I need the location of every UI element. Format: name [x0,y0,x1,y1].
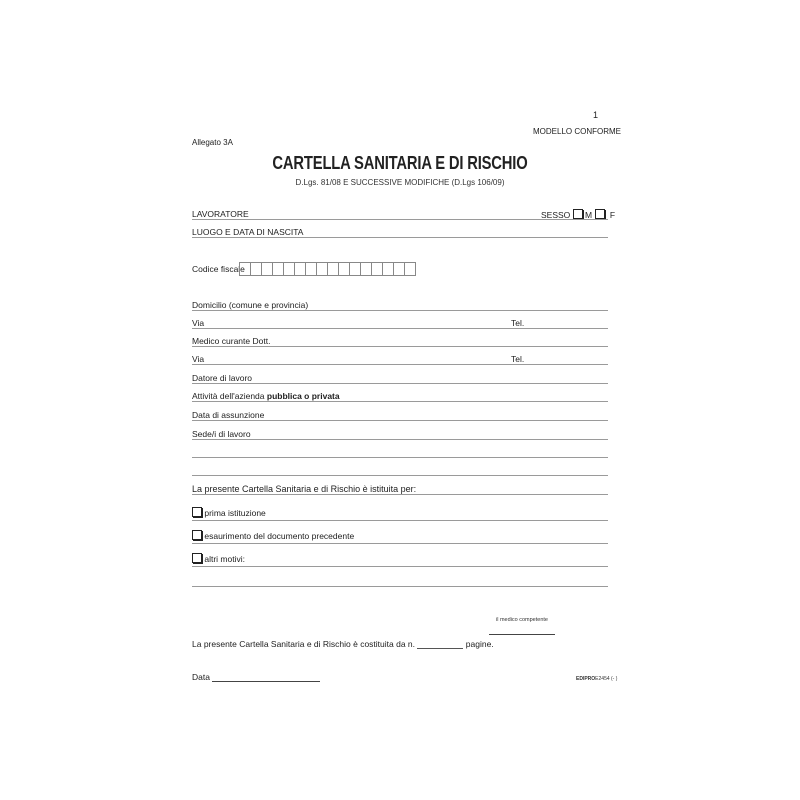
document-subtitle: D.Lgs. 81/08 E SUCCESSIVE MODIFICHE (D.Lgs 106/09) [295,178,505,187]
form-code [576,676,617,682]
option-prima-istituzione[interactable] [192,507,266,518]
option-esaurimento-checkbox[interactable] [192,530,202,540]
sex-f-label: F [609,210,616,220]
tel-label-2: Tel. [511,354,525,364]
form-code-brand: EDIPRO [576,676,596,682]
sex-m-checkbox[interactable] [573,209,583,219]
option-esaurimento-label: esaurimento del documento precedente [204,531,355,541]
document-title: CARTELLA SANITARIA E DI RISCHIO [272,153,528,173]
pages-prefix: La presente Cartella Sanitaria e di Rischio è costituita da n. [192,639,416,649]
via-tel-line-1[interactable] [192,328,608,329]
option-prima-line [192,520,608,521]
medico-signature-line[interactable] [489,634,555,635]
domicilio-label: Domicilio (comune e provincia) [192,300,309,310]
medico-competente-label: il medico competente [496,617,548,623]
sede-label: Sede/i di lavoro [192,429,251,439]
datore-label: Datore di lavoro [192,373,253,383]
sede-line-2[interactable] [192,457,608,458]
codice-fiscale-boxes[interactable] [240,262,416,276]
pages-sentence [192,639,494,649]
luogo-data-line[interactable] [192,237,608,238]
cf-box[interactable] [404,262,416,276]
option-altri-motivi[interactable] [192,553,245,564]
domicilio-line[interactable] [192,310,608,311]
attivita-line[interactable] [192,401,608,402]
via-label-1: Via [192,318,205,328]
option-esaurimento[interactable] [192,530,354,541]
data-assunzione-label: Data di assunzione [192,410,265,420]
altri-motivi-line-1[interactable] [192,566,608,567]
option-esaurimento-line [192,543,608,544]
istituzione-intro-line [192,494,608,495]
altri-motivi-line-2[interactable] [192,586,608,587]
data-line[interactable] [212,681,320,682]
data-label: Data [192,672,210,682]
attivita-label [192,391,340,401]
pages-count-field[interactable] [417,640,463,649]
via-tel-line-2[interactable] [192,364,608,365]
pages-suffix: pagine. [465,639,494,649]
form-code-number: E2454 (- ) [595,676,618,682]
sede-line-1[interactable] [192,439,608,440]
model-label: MODELLO CONFORME [533,127,622,136]
luogo-data-label: LUOGO E DATA DI NASCITA [192,227,304,237]
lavoratore-label: LAVORATORE [192,209,249,219]
option-altri-label: altri motivi: [204,554,245,564]
attivita-bold: pubblica o privata [266,391,340,401]
sex-m-label: M [585,210,593,220]
istituzione-intro: La presente Cartella Sanitaria e di Rischio è istituita per: [192,484,417,494]
page-number: 1 [593,110,599,120]
sex-f-checkbox[interactable] [595,209,605,219]
codice-fiscale-label: Codice fiscale [192,264,245,274]
option-prima-label: prima istituzione [204,508,266,518]
annex-label: Allegato 3A [192,138,233,147]
tel-label-1: Tel. [511,318,525,328]
lavoratore-line[interactable] [192,219,608,220]
datore-line[interactable] [192,383,608,384]
medico-curante-label: Medico curante Dott. [192,336,271,346]
option-altri-checkbox[interactable] [192,553,202,563]
data-assunzione-line[interactable] [192,420,608,421]
option-prima-checkbox[interactable] [192,507,202,517]
medico-curante-line[interactable] [192,346,608,347]
via-label-2: Via [192,354,205,364]
attivita-prefix: Attività dell'azienda [192,391,265,401]
sede-line-3[interactable] [192,475,608,476]
sesso-label: SESSO [541,210,571,220]
